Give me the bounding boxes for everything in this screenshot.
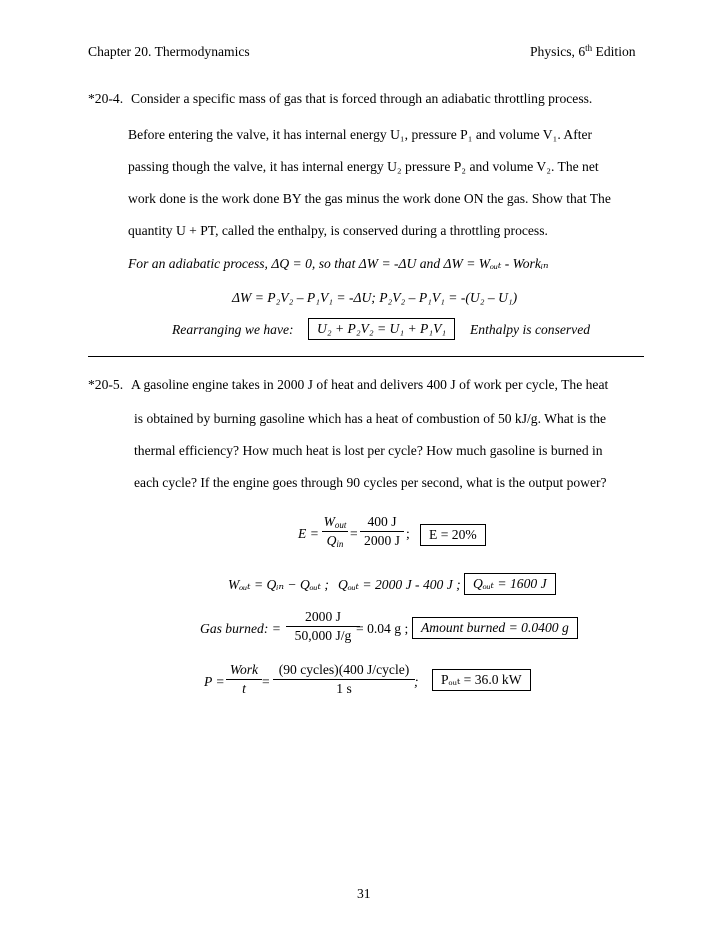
work-symbol: W [323,514,335,529]
fraction-bar [273,679,415,680]
enthalpy-conclusion: Enthalpy is conserved [470,322,591,337]
power-separator: ; [414,674,419,689]
gas-burned-fraction [286,609,360,644]
efficiency-separator: ; [406,526,410,541]
header-book-edition: Edition [592,44,636,59]
fraction-bar [286,626,360,627]
problem-20-4-line3: passing though the valve, it has internal energy U₂ pressure P₂ and volume V₂. The net [128,159,599,174]
problem-20-5-line1: A gasoline engine takes in 2000 J of heat and delivers 400 J of work per cycle, The heat [131,377,609,392]
problem-20-4-label: *20-4. [88,91,124,106]
power-result-box: Pₒᵤₜ = 36.0 kW [432,669,531,691]
fraction-bar [226,679,262,680]
fraction-bar [360,531,404,532]
section-divider [88,356,644,357]
rearranging-label: Rearranging we have: [172,322,294,337]
power-lhs: P = [204,674,225,689]
header-book [530,44,636,60]
heat-lost-equation: Qₒᵤₜ = 2000 J - 400 J ; [338,577,461,592]
efficiency-numerator [322,514,348,530]
gas-burned-value: = 0.04 g ; [356,621,409,636]
gas-burned-label: Gas burned: = [200,621,281,636]
gas-burned-result-box: Amount burned = 0.0400 g [412,617,578,639]
solution-work-equation: ΔW = P₂V₂ – P₁V₁ = -ΔU; P₂V₂ – P₁V₁ = -(U₂ – U₁) [232,290,518,305]
solution-adiabatic: For an adiabatic process, ΔQ = 0, so that ΔW = -ΔU and ΔW = Wₒᵤₜ - Workᵢₙ [128,256,549,271]
heat-balance-equation: Wₒᵤₜ = Qᵢₙ − Qₒᵤₜ ; [228,577,329,592]
efficiency-result-box: E = 20% [420,524,486,546]
fraction-bar [322,531,348,532]
problem-20-5-line3: thermal efficiency? How much heat is lost per cycle? How much gasoline is burned in [134,443,603,458]
efficiency-denominator [322,533,348,549]
power-numeric-numerator: (90 cycles)(400 J/cycle) [278,662,410,677]
power-symbolic-fraction [226,662,262,697]
power-time-denominator: t [242,681,246,696]
gas-burned-denominator: 50,000 J/g [294,628,352,643]
power-work-numerator: Work [229,662,259,677]
efficiency-lhs: E = [298,526,319,541]
page-number: 31 [357,886,371,901]
efficiency-symbolic-fraction [322,514,348,549]
problem-20-5-line4: each cycle? If the engine goes through 90 cycles per second, what is the output power? [134,475,607,490]
enthalpy-result-box: U₂ + P₂V₂ = U₁ + P₁V₁ [308,318,455,340]
problem-20-4-line4: work done is the work done BY the gas minus the work done ON the gas. Show that The [128,191,611,206]
efficiency-equals: = [350,526,358,541]
header-book-title: Physics, 6 [530,44,586,59]
problem-20-5-label: *20-5. [88,377,124,392]
efficiency-numeric-numerator: 400 J [367,514,397,529]
header-book-sup: th [585,43,593,53]
problem-20-4-line5: quantity U + PT, called the enthalpy, is conserved during a throttling process. [128,223,548,238]
work-subscript: out [334,520,347,530]
efficiency-numeric-denominator: 2000 J [364,533,400,548]
heat-symbol: Q [326,533,337,548]
power-numeric-fraction [273,662,415,697]
problem-20-4-line2: Before entering the valve, it has internal energy U₁, pressure P₁ and volume V₁. After [128,127,593,142]
header-chapter: Chapter 20. Thermodynamics [88,44,250,59]
problem-20-5-line2: is obtained by burning gasoline which has a heat of combustion of 50 kJ/g. What is the [134,411,607,426]
power-equals: = [262,674,270,689]
heat-subscript: in [336,539,344,549]
power-numeric-denominator: 1 s [336,681,352,696]
efficiency-numeric-fraction [360,514,404,549]
gas-burned-numerator: 2000 J [305,609,341,624]
problem-20-4-line1: Consider a specific mass of gas that is forced through an adiabatic throttling process. [131,91,593,106]
heat-lost-result-box: Qₒᵤₜ = 1600 J [464,573,556,595]
